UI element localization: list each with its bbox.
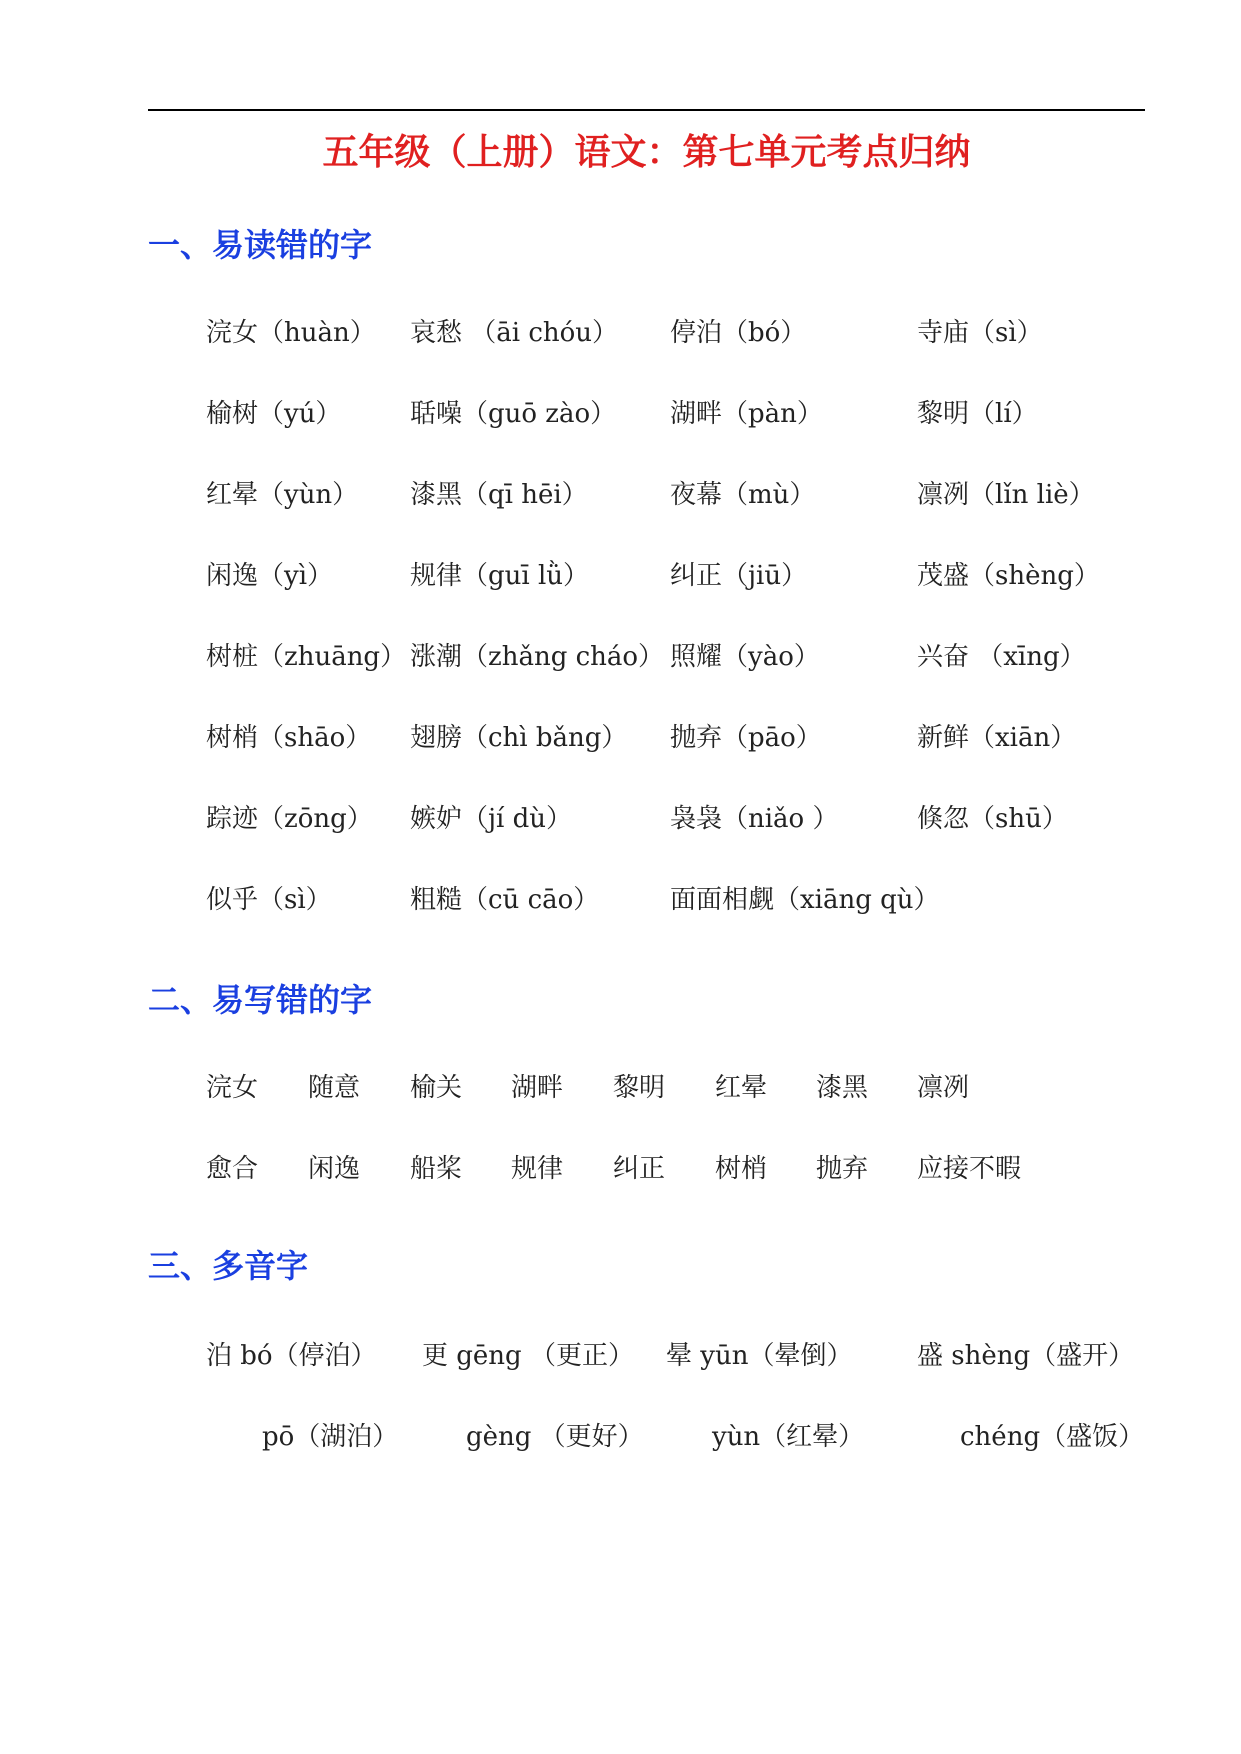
list-item: 闲逸（yì） (206, 561, 334, 591)
list-item: chéng（盛饭） (960, 1422, 1145, 1452)
list-item: 晕 yūn（晕倒） (666, 1341, 853, 1371)
list-item: 抛弃（pāo） (670, 723, 822, 753)
section-heading-2: 二、易写错的字 (148, 981, 373, 1019)
list-item: 泊 bó（停泊） (206, 1341, 377, 1371)
list-item: 似乎（sì） (206, 885, 332, 915)
list-item: 新鲜（xiān） (917, 723, 1077, 753)
list-item: 面面相觑（xiāng qù） (670, 885, 940, 915)
header-rule (148, 109, 1145, 111)
list-item: pō（湖泊） (262, 1422, 399, 1452)
section-heading-1: 一、易读错的字 (148, 226, 373, 264)
list-item: 漆黑 (816, 1073, 869, 1103)
list-item: 红晕（yùn） (206, 480, 359, 510)
list-item: 浣女 (206, 1073, 259, 1103)
list-item: 榆关 (410, 1073, 463, 1103)
list-item: 应接不暇 (917, 1154, 1022, 1184)
list-item: 红晕 (715, 1073, 768, 1103)
list-item: 哀愁 （āi chóu） (410, 318, 619, 348)
list-item: 翅膀（chì bǎng） (410, 723, 628, 753)
list-item: 漆黑（qī hēi） (410, 480, 588, 510)
list-item: 倏忽（shū） (917, 804, 1068, 834)
list-item: 规律（guī lǜ） (410, 561, 590, 591)
list-item: 凛冽 (917, 1073, 970, 1103)
list-item: 榆树（yú） (206, 399, 342, 429)
list-item: 随意 (308, 1073, 361, 1103)
list-item: 兴奋 （xīng） (917, 642, 1086, 672)
list-item: 愈合 (206, 1154, 259, 1184)
list-item: 船桨 (410, 1154, 463, 1184)
list-item: 凛冽（lǐn liè） (917, 480, 1095, 510)
list-item: 涨潮（zhǎng cháo） (410, 642, 665, 672)
list-item: 踪迹（zōng） (206, 804, 373, 834)
list-item: 照耀（yào） (670, 642, 820, 672)
list-item: gèng （更好） (466, 1422, 644, 1452)
list-item: 纠正 (613, 1154, 666, 1184)
list-item: 湖畔 (511, 1073, 564, 1103)
list-item: 袅袅（niǎo ） (670, 804, 839, 834)
list-item: 树梢（shāo） (206, 723, 372, 753)
section-heading-3: 三、多音字 (148, 1247, 309, 1285)
list-item: 聒噪（guō zào） (410, 399, 617, 429)
list-item: 纠正（jiū） (670, 561, 808, 591)
list-item: 茂盛（shèng） (917, 561, 1100, 591)
list-item: 浣女（huàn） (206, 318, 376, 348)
list-item: 寺庙（sì） (917, 318, 1043, 348)
list-item: 粗糙（cū cāo） (410, 885, 600, 915)
list-item: 嫉妒（jí dù） (410, 804, 573, 834)
list-item: 树梢 (715, 1154, 768, 1184)
list-item: 停泊（bó） (670, 318, 807, 348)
list-item: yùn（红晕） (712, 1422, 865, 1452)
list-item: 湖畔（pàn） (670, 399, 823, 429)
list-item: 树桩（zhuāng） (206, 642, 407, 672)
page-title: 五年级（上册）语文：第七单元考点归纳 (322, 132, 971, 173)
list-item: 夜幕（mù） (670, 480, 816, 510)
list-item: 规律 (511, 1154, 564, 1184)
list-item: 黎明 (613, 1073, 666, 1103)
list-item: 更 gēng （更正） (422, 1341, 634, 1371)
list-item: 抛弃 (816, 1154, 869, 1184)
list-item: 闲逸 (308, 1154, 361, 1184)
list-item: 黎明（lí） (917, 399, 1038, 429)
list-item: 盛 shèng（盛开） (917, 1341, 1135, 1371)
